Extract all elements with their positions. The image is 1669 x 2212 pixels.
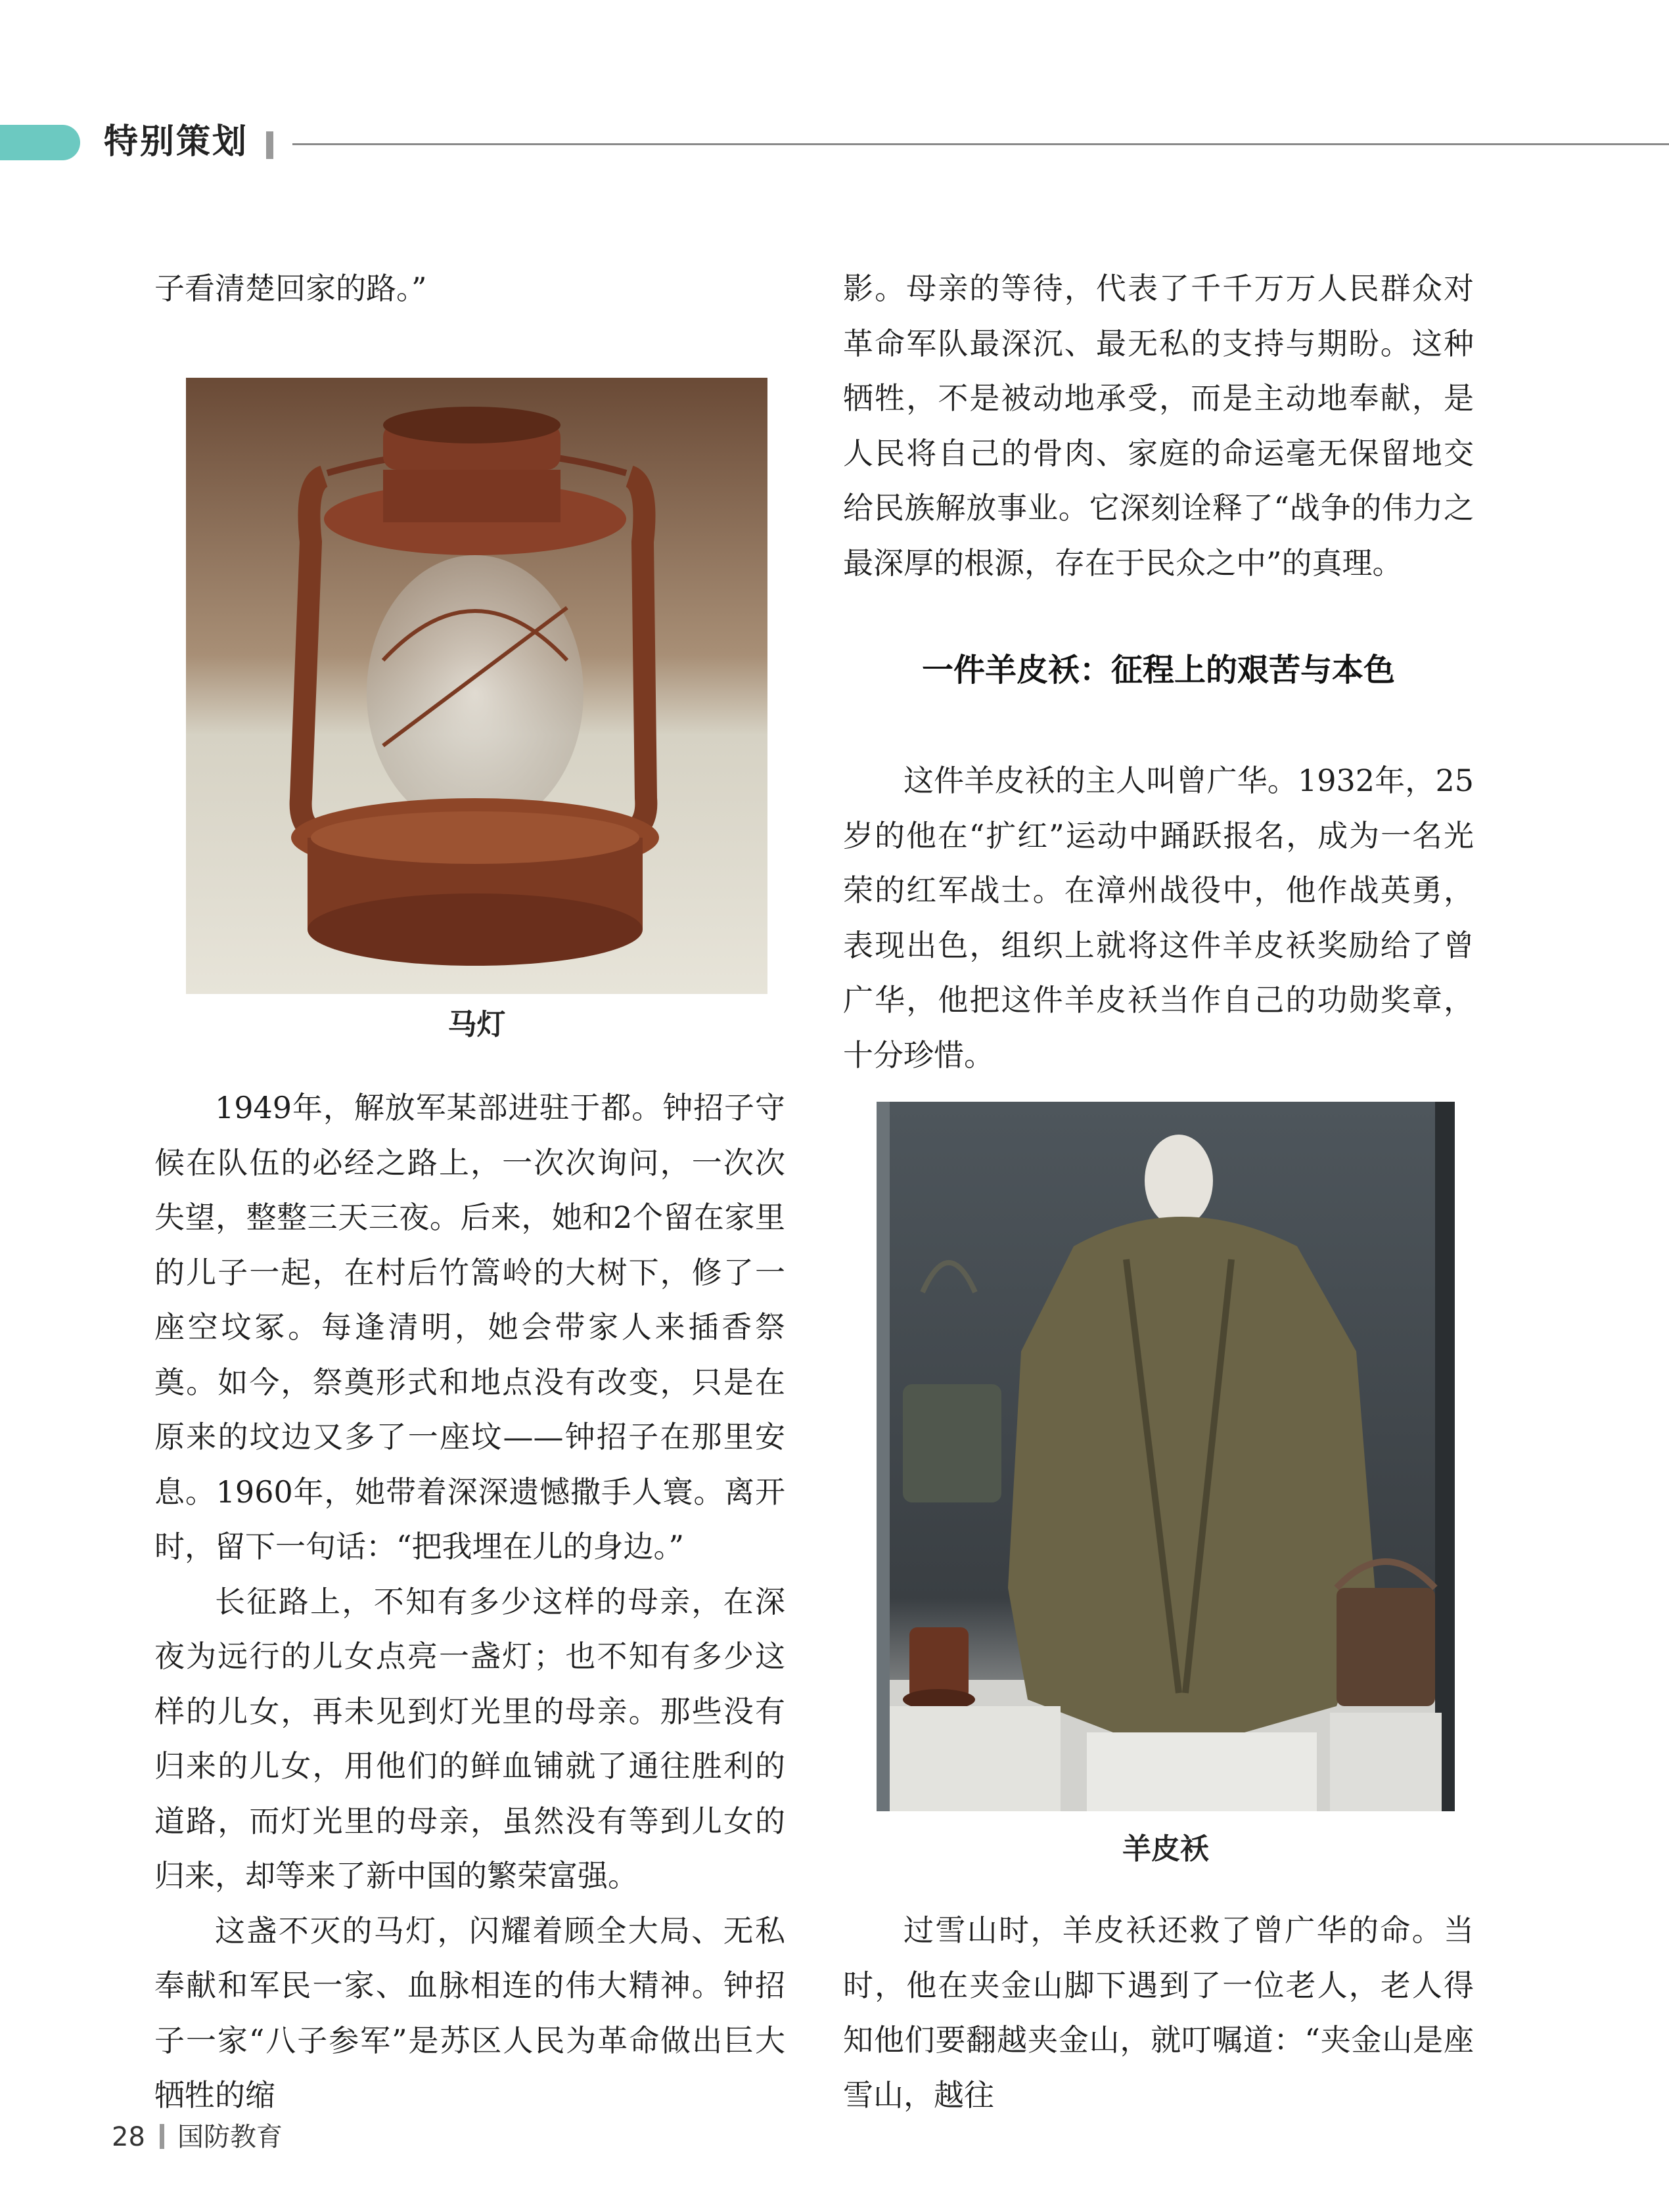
right-top-paragraph: 影。母亲的等待，代表了千千万万人民群众对革命军队最深沉、最无私的支持与期盼。这种牺牲，不是被动地承受，而是主动地奉献，是人民将自己的骨肉、家庭的命运毫无保留地交给民族解放事业。它深刻诠释了“战争的伟力之最深厚的根源，存在于民众之中”的真理。: [843, 271, 1474, 581]
header-accent-pill: [0, 125, 80, 160]
lantern-caption: 马灯: [447, 1008, 506, 1041]
magazine-title: 国防教育: [177, 2122, 283, 2152]
left-paragraph-2: 长征路上，不知有多少这样的母亲，在深夜为远行的儿女点亮一盏灯；也不知有多少这样的儿女，再未见到灯光里的母亲。那些没有归来的儿女，用他们的鲜血铺就了通往胜利的道路，而灯光里的母亲，虽然没有等到儿女的归来，却等来了新中国的繁荣富强。: [154, 1583, 785, 1893]
left-paragraph-3: 这盏不灭的马灯，闪耀着顾全大局、无私奉献和军民一家、血脉相连的伟大精神。钟招子一家“八子参军”是苏区人民为革命做出巨大牺牲的缩: [154, 1912, 785, 2113]
left-top-line: 子看清楚回家的路。”: [154, 271, 427, 306]
left-body: [154, 1081, 785, 2123]
footer-divider: [160, 2124, 164, 2149]
right-top-text: [843, 261, 1474, 591]
right-paragraph-1: 这件羊皮袄的主人叫曾广华。1932年，25岁的他在“扩红”运动中踊跃报名，成为一名光荣的红军战士。在漳州战役中，他作战英勇，表现出色，组织上就将这件羊皮袄奖励给了曾广华，他把这件羊皮袄当作自己的功勋奖章，十分珍惜。: [843, 763, 1474, 1073]
right-body-1: [843, 754, 1474, 1083]
right-paragraph-2: 过雪山时，羊皮袄还救了曾广华的命。当时，他在夹金山脚下遇到了一位老人，老人得知他们要翻越夹金山，就叮嘱道：“夹金山是座雪山，越往: [843, 1912, 1474, 2113]
header-rule: [292, 143, 1669, 145]
coat-image: [877, 1102, 1455, 1811]
lantern-image: [186, 378, 767, 994]
page-number: 28: [112, 2122, 145, 2152]
section-label: 特别策划: [104, 122, 249, 162]
section-label-bar: [266, 131, 273, 159]
coat-photo: [877, 1102, 1455, 1811]
left-paragraph-1: 1949年，解放军某部进驻于都。钟招子守候在队伍的必经之路上，一次次询问，一次次失望，整整三天三夜。后来，她和2个留在家里的儿子一起，在村后竹篙岭的大树下，修了一座空坟冢。每逢清明，她会带家人来插香祭奠。如今，祭奠形式和地点没有改变，只是在原来的坟边又多了一座坟——钟招子在那里安息。1960年，她带着深深遗憾撒手人寰。离开时，留下一句话：“把我埋在儿的身边。”: [154, 1090, 785, 1564]
left-top-text: [154, 261, 785, 317]
coat-caption: 羊皮袄: [1122, 1832, 1209, 1866]
right-body-2: [843, 1903, 1474, 2123]
section-heading: 一件羊皮袄：征程上的艰苦与本色: [921, 652, 1395, 688]
lantern-photo: [186, 378, 767, 994]
